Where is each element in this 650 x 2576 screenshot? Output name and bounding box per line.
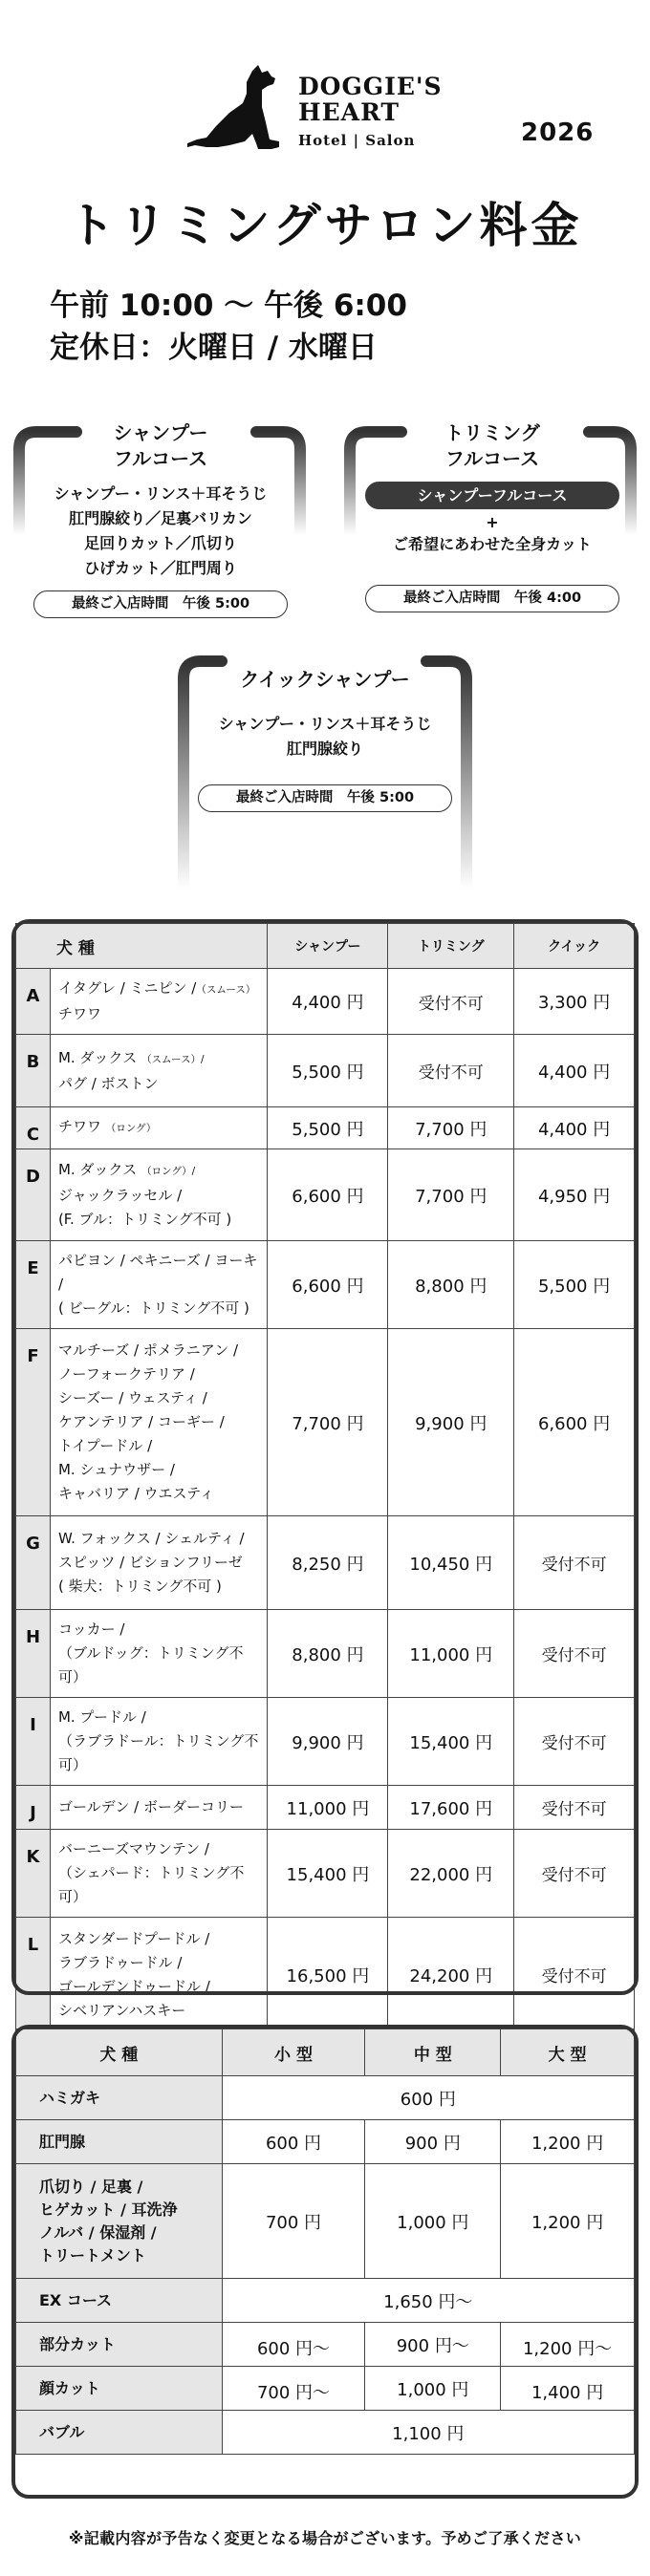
option-label-line: 部分カット <box>39 2334 116 2353</box>
breed-text: ゴールデンドゥードル / <box>57 1977 210 1995</box>
breed-text: M. シュナウザー / <box>57 1461 175 1478</box>
price-cell-medium: 900 円 <box>365 2120 501 2164</box>
plus-sign: + <box>486 513 499 531</box>
breed-text: シベリアンハスキー <box>57 2001 186 2019</box>
breed-note: （ロング）/ <box>141 1166 196 1177</box>
breed-line <box>58 1551 262 1575</box>
breed-note: （ロング） <box>105 1123 157 1134</box>
option-label-line: バブル <box>39 2422 85 2441</box>
dog-logo-icon <box>187 65 294 153</box>
price-cell: 8,800 円 <box>388 1241 514 1329</box>
breed-line <box>58 1795 262 1819</box>
price-cell-small: 600 円～ <box>222 2323 365 2367</box>
price-cell: 15,400 円 <box>268 1830 388 1918</box>
price-cell-medium: 1,000 円 <box>365 2164 501 2279</box>
breed-text: キャバリア / ウエスティ <box>57 1485 215 1502</box>
option-label-line: 肛門腺 <box>39 2132 86 2151</box>
breed-text: パピヨン / ペキニーズ / ヨーキ / <box>57 1252 258 1293</box>
course-desc: シャンプー・リンス＋耳そうじ <box>218 715 432 733</box>
breed-line <box>58 1618 262 1642</box>
breed-cell <box>50 1329 268 1516</box>
table-row <box>16 1107 635 1149</box>
price-cell: 7,700 円 <box>268 1329 388 1516</box>
price-cell: 6,600 円 <box>268 1241 388 1329</box>
option-label-line: EX コース <box>39 2290 113 2309</box>
price-cell: 5,500 円 <box>514 1241 635 1329</box>
breed-line <box>58 1184 262 1208</box>
price-cell: 5,500 円 <box>268 1035 388 1107</box>
price-cell: 受付不可 <box>514 1830 635 1918</box>
breed-cell <box>50 1610 268 1698</box>
table-row <box>16 1329 635 1516</box>
price-cell: 4,400 円 <box>514 1107 635 1149</box>
group-letter: J <box>16 1786 51 1830</box>
price-cell-large: 1,200 円～ <box>501 2323 635 2367</box>
price-cell: 受付不可 <box>514 1610 635 1698</box>
breed-line <box>58 1434 262 1458</box>
table-row <box>16 2120 635 2164</box>
price-cell-small: 700 円～ <box>222 2367 365 2411</box>
course-desc: シャンプー・リンス＋耳そうじ <box>54 484 268 503</box>
course-desc: ひげカット／肛門周り <box>84 559 237 577</box>
breed-cell <box>50 969 268 1035</box>
price-cell: 11,000 円 <box>388 1610 514 1698</box>
price-cell-large: 1,200 円 <box>501 2164 635 2279</box>
price-cell: 4,400 円 <box>514 1035 635 1107</box>
breed-line <box>58 1386 262 1410</box>
price-cell: 17,600 円 <box>388 1786 514 1830</box>
option-table <box>15 2029 635 2455</box>
price-cell-medium: 1,000 円 <box>365 2367 501 2411</box>
breed-line <box>58 1527 262 1551</box>
header-medium: 中 型 <box>365 2029 501 2076</box>
breed-text: コッカー / <box>57 1621 125 1638</box>
business-hours <box>50 285 407 369</box>
option-label <box>16 2279 223 2323</box>
price-cell-large: 1,400 円 <box>501 2367 635 2411</box>
table-row <box>16 2076 635 2120</box>
table-row <box>16 2279 635 2323</box>
group-letter: A <box>16 969 51 1035</box>
breed-cell <box>50 1149 268 1241</box>
header-small: 小 型 <box>222 2029 365 2076</box>
price-cell: 受付不可 <box>514 1918 635 2032</box>
option-table-body <box>16 2076 635 2455</box>
price-cell: 受付不可 <box>514 1516 635 1610</box>
option-label <box>16 2164 223 2279</box>
breed-line <box>58 1410 262 1434</box>
header-breed: 犬 種 <box>16 924 268 969</box>
price-cell: 11,000 円 <box>268 1786 388 1830</box>
closed-days: 定休日：火曜日 / 水曜日 <box>50 331 378 365</box>
breed-cell <box>50 1035 268 1107</box>
header-trimming: トリミング <box>388 924 514 969</box>
option-label-line: 爪切り / 足裏 / <box>39 2177 143 2196</box>
price-cell: 8,800 円 <box>268 1610 388 1698</box>
header-quick: クイック <box>514 924 635 969</box>
price-cell-small: 700 円 <box>222 2164 365 2279</box>
option-label <box>16 2323 223 2367</box>
header-shampoo: シャンプー <box>268 924 388 969</box>
breed-line <box>58 1575 262 1599</box>
course-badge: シャンプーフルコース <box>365 482 619 509</box>
breed-line <box>58 1975 262 1999</box>
breed-line <box>58 1482 262 1506</box>
price-cell: 1,100 円 <box>222 2411 634 2455</box>
breed-line <box>58 1208 262 1232</box>
page-title: トリミングサロン料金 <box>67 198 583 253</box>
breed-text: M. ダックス <box>57 1161 142 1178</box>
option-label <box>16 2076 223 2120</box>
breed-line <box>58 1339 262 1363</box>
breed-text: M. プードル / <box>57 1708 146 1726</box>
group-letter: D <box>16 1149 51 1241</box>
header-large: 大 型 <box>501 2029 635 2076</box>
brand-logo-text <box>298 75 443 148</box>
breed-line <box>58 1158 262 1184</box>
breed-text: ケアンテリア / コーギー / <box>57 1413 225 1430</box>
breed-line <box>58 1729 262 1777</box>
course-desc: 足回りカット／爪切り <box>84 534 237 552</box>
course-trim-full <box>358 420 627 612</box>
brand-line2: HEART <box>298 98 401 126</box>
price-cell: 受付不可 <box>388 969 514 1035</box>
breed-line <box>58 1115 262 1141</box>
table-row <box>16 2367 635 2411</box>
table-row <box>16 1698 635 1786</box>
price-cell: 1,650 円～ <box>222 2279 634 2323</box>
price-table-body <box>16 969 635 2032</box>
breed-line <box>58 1046 262 1072</box>
breed-line <box>58 1249 262 1297</box>
breed-line <box>58 1927 262 1951</box>
breed-line <box>58 1458 262 1482</box>
breed-text: バーニーズマウンテン / <box>57 1840 209 1857</box>
price-cell: 受付不可 <box>388 1035 514 1107</box>
breed-line <box>58 1002 262 1026</box>
last-entry-time: 最終ご入店時間 午後 4:00 <box>365 585 619 612</box>
breed-text: シーズー / ウェスティ / <box>57 1389 207 1406</box>
option-label <box>16 2120 223 2164</box>
price-cell: 9,900 円 <box>388 1329 514 1516</box>
table-row <box>16 1035 635 1107</box>
breed-line <box>58 1999 262 2023</box>
breed-cell <box>50 1698 268 1786</box>
breed-line <box>58 1951 262 1975</box>
breed-text: ラブラドゥードル / <box>57 1953 183 1971</box>
group-letter: L <box>16 1918 51 2032</box>
course-shampoo-full <box>25 420 296 618</box>
price-cell: 8,250 円 <box>268 1516 388 1610</box>
table-row <box>16 2164 635 2279</box>
price-cell-large: 1,200 円 <box>501 2120 635 2164</box>
breed-text: ノーフォークテリア / <box>57 1365 195 1383</box>
breed-line <box>58 1072 262 1096</box>
group-letter: H <box>16 1610 51 1698</box>
group-letter: G <box>16 1516 51 1610</box>
breed-text: M. ダックス <box>57 1048 142 1066</box>
group-letter: I <box>16 1698 51 1786</box>
table-row <box>16 2411 635 2455</box>
breed-text: マルチーズ / ポメラニアン / <box>57 1342 239 1359</box>
breed-text: ( ビーグル：トリミング不可 ) <box>57 1299 249 1317</box>
group-letter: K <box>16 1830 51 1918</box>
table-row <box>16 1516 635 1610</box>
course-title: トリミング <box>444 421 540 444</box>
breed-line <box>58 1706 262 1729</box>
breed-line <box>58 1837 262 1861</box>
breed-line <box>58 1861 262 1909</box>
price-cell: 9,900 円 <box>268 1698 388 1786</box>
price-cell: 7,700 円 <box>388 1107 514 1149</box>
last-entry-time: 最終ご入店時間 午後 5:00 <box>198 784 452 812</box>
course-desc: 肛門腺絞り <box>286 740 363 758</box>
breed-text: （ブルドッグ：トリミング不可） <box>57 1644 244 1685</box>
course-desc: 肛門腺絞り／足裏バリカン <box>69 509 252 527</box>
breed-line <box>58 977 262 1002</box>
breed-text: W. フォックス / シェルティ / <box>57 1530 245 1547</box>
breed-text: スピッツ / ビションフリーゼ <box>57 1554 243 1571</box>
breed-cell <box>50 1830 268 1918</box>
table-header-row <box>16 924 635 969</box>
breed-cell <box>50 1918 268 2032</box>
option-label-line: ノルバ / 保湿剤 / <box>39 2222 157 2242</box>
table-row <box>16 1830 635 1918</box>
option-label <box>16 2411 223 2455</box>
table-row <box>16 1241 635 1329</box>
option-label-line: ヒゲカット / 耳洗浄 <box>39 2200 178 2219</box>
breed-text: (F. ブル：トリミング不可 ) <box>57 1211 232 1228</box>
breed-cell <box>50 1241 268 1329</box>
price-cell: 24,200 円 <box>388 1918 514 2032</box>
price-cell: 16,500 円 <box>268 1918 388 2032</box>
course-title: フルコース <box>444 447 540 470</box>
breed-cell <box>50 1786 268 1830</box>
breed-text: イタグレ / ミニピン / <box>57 979 197 997</box>
breed-note: （スムース）/ <box>141 1053 205 1065</box>
price-cell: 600 円 <box>222 2076 634 2120</box>
price-cell: 4,950 円 <box>514 1149 635 1241</box>
table-row <box>16 2323 635 2367</box>
breed-text: ( 柴犬：トリミング不可 ) <box>57 1578 222 1595</box>
price-table <box>15 923 635 2032</box>
breed-text: チワワ <box>57 1118 106 1135</box>
breed-text: （シェパード：トリミング不可） <box>57 1864 245 1905</box>
breed-cell <box>50 1516 268 1610</box>
course-title: クイックシャンプー <box>240 668 410 691</box>
breed-text: ゴールデン / ボーダーコリー <box>57 1798 244 1815</box>
breed-line <box>58 1363 262 1386</box>
price-cell: 10,450 円 <box>388 1516 514 1610</box>
brand-line1: DOGGIE'S <box>298 73 443 100</box>
breed-text: スタンダードプードル / <box>57 1929 210 1947</box>
breed-line <box>58 1642 262 1689</box>
breed-text: チワワ <box>57 1005 101 1022</box>
price-cell: 15,400 円 <box>388 1698 514 1786</box>
group-letter: B <box>16 1035 51 1107</box>
price-cell: 6,600 円 <box>514 1329 635 1516</box>
option-label <box>16 2367 223 2411</box>
course-desc: ご希望にあわせた全身カット <box>393 535 592 553</box>
table-row <box>16 1918 635 2032</box>
option-label-line: トリートメント <box>39 2245 146 2265</box>
header-breed: 犬 種 <box>16 2029 223 2076</box>
table-row <box>16 969 635 1035</box>
breed-text: （ラブラドール：トリミング不可） <box>57 1732 259 1773</box>
course-title: シャンプー <box>113 421 208 444</box>
brand-tagline: Hotel | Salon <box>298 132 416 149</box>
opening-hours: 午前 10:00 ～ 午後 6:00 <box>50 289 407 323</box>
table-row <box>16 1610 635 1698</box>
last-entry-time: 最終ご入店時間 午後 5:00 <box>33 590 288 618</box>
price-cell-small: 600 円 <box>222 2120 365 2164</box>
table-row <box>16 1786 635 1830</box>
breed-note: （スムース） <box>196 984 256 996</box>
price-cell: 受付不可 <box>514 1786 635 1830</box>
price-cell: 受付不可 <box>514 1698 635 1786</box>
footer-note: ※記載内容が予告なく変更となる場合がございます。予めご了承ください <box>68 2529 582 2547</box>
breed-text: パグ / ボストン <box>57 1074 159 1092</box>
price-cell: 7,700 円 <box>388 1149 514 1241</box>
breed-text: ジャックラッセル / <box>57 1187 183 1204</box>
table-header-row <box>16 2029 635 2076</box>
course-title: フルコース <box>113 447 208 470</box>
price-cell: 5,500 円 <box>268 1107 388 1149</box>
breed-text: トイプードル / <box>57 1437 153 1454</box>
table-row <box>16 1149 635 1241</box>
breed-cell <box>50 1107 268 1149</box>
breed-line <box>58 1297 262 1320</box>
group-letter: E <box>16 1241 51 1329</box>
price-cell-medium: 900 円～ <box>365 2323 501 2367</box>
option-label-line: ハミガキ <box>39 2088 101 2107</box>
price-cell: 22,000 円 <box>388 1830 514 1918</box>
course-quick-shampoo <box>189 667 461 812</box>
group-letter: C <box>16 1107 51 1149</box>
option-label-line: 顔カット <box>39 2378 100 2397</box>
year-label: 2026 <box>521 118 595 147</box>
price-cell: 3,300 円 <box>514 969 635 1035</box>
group-letter: F <box>16 1329 51 1516</box>
price-cell: 6,600 円 <box>268 1149 388 1241</box>
price-cell: 4,400 円 <box>268 969 388 1035</box>
